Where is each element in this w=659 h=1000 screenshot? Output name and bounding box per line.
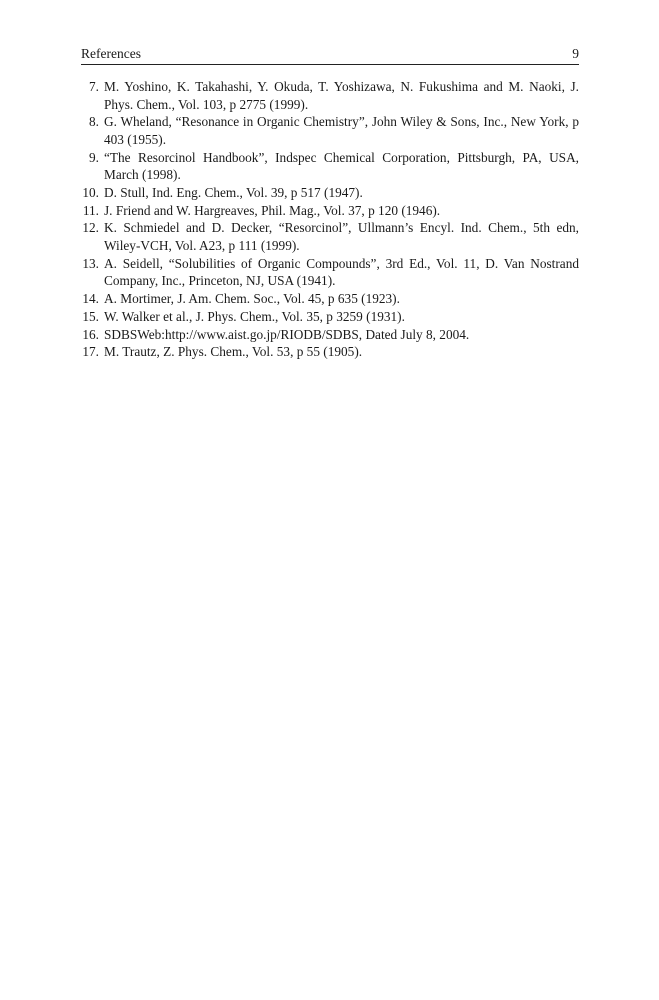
reference-item-9 <box>81 149 579 184</box>
reference-item-16 <box>81 326 579 344</box>
reference-item-13 <box>81 255 579 290</box>
reference-item-10 <box>81 184 579 202</box>
reference-number: 14. <box>82 291 99 307</box>
reference-number: 10. <box>82 184 99 200</box>
reference-text: A. Seidell, “Solubilities of Organic Compounds”, 3rd Ed., Vol. 11, D. Van Nostrand Company, Inc., Princeton, NJ, USA (1941). <box>104 255 579 289</box>
reference-text: SDBSWeb:http://www.aist.go.jp/RIODB/SDBS, Dated July 8, 2004. <box>104 326 470 342</box>
reference-text: K. Schmiedel and D. Decker, “Resorcinol”, Ullmann’s Encyl. Ind. Chem., 5th edn, Wiley-VCH, Vol. A23, p 111 (1999). <box>104 220 579 253</box>
reference-number: 8. <box>89 114 99 130</box>
reference-text: M. Trautz, Z. Phys. Chem., Vol. 53, p 55 (1905). <box>104 344 363 360</box>
reference-item-11 <box>81 202 579 220</box>
reference-number: 9. <box>89 149 99 165</box>
reference-text: D. Stull, Ind. Eng. Chem., Vol. 39, p 517 (1947). <box>104 184 363 200</box>
reference-number: 7. <box>89 79 99 94</box>
reference-list <box>81 78 579 361</box>
reference-text: J. Friend and W. Hargreaves, Phil. Mag., Vol. 37, p 120 (1946). <box>104 202 441 218</box>
reference-text: “The Resorcinol Handbook”, Indspec Chemical Corporation, Pittsburgh, PA, USA, March (1998). <box>104 149 579 183</box>
running-header-title: References <box>81 46 141 61</box>
reference-text: M. Yoshino, K. Takahashi, Y. Okuda, T. Yoshizawa, N. Fukushima and M. Naoki, J. Phys. Chem., Vol. 103, p 2775 (1999). <box>104 79 579 112</box>
reference-item-15 <box>81 308 579 326</box>
reference-item-17 <box>81 343 579 361</box>
reference-item-12 <box>81 219 579 254</box>
reference-text: W. Walker et al., J. Phys. Chem., Vol. 35, p 3259 (1931). <box>104 308 405 324</box>
reference-number: 15. <box>82 308 99 324</box>
page-number: 9 <box>572 46 579 61</box>
reference-number: 11. <box>82 202 99 218</box>
reference-number: 16. <box>82 326 99 342</box>
reference-number: 17. <box>82 344 99 360</box>
reference-item-7 <box>81 78 579 113</box>
reference-item-14 <box>81 290 579 308</box>
reference-number: 13. <box>82 255 99 271</box>
reference-item-8 <box>81 113 579 148</box>
running-header <box>81 44 579 65</box>
reference-text: G. Wheland, “Resonance in Organic Chemistry”, John Wiley & Sons, Inc., New York, p 403 (1955). <box>104 114 579 147</box>
reference-number: 12. <box>82 220 99 236</box>
reference-text: A. Mortimer, J. Am. Chem. Soc., Vol. 45, p 635 (1923). <box>104 291 400 307</box>
